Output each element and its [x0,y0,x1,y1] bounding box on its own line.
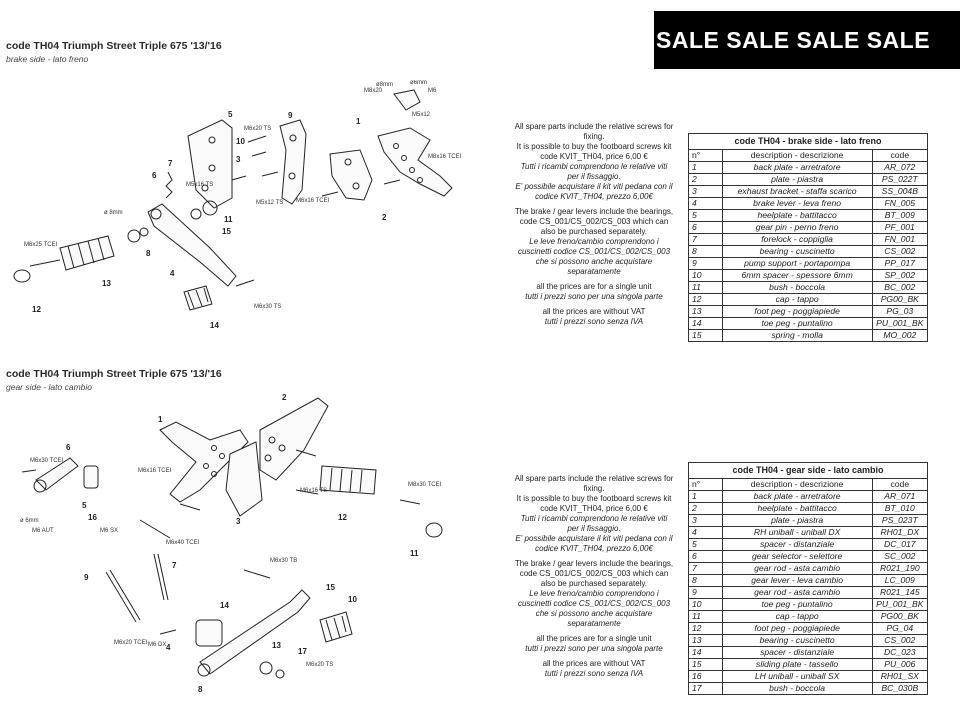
svg-text:M6x40 TCEI: M6x40 TCEI [166,540,200,546]
brake-notes [514,122,674,332]
svg-text:10: 10 [348,595,357,604]
svg-text:17: 17 [298,647,307,656]
note-vat-it: tutti i prezzi sono senza IVA [544,317,644,326]
note-bearings: The brake / gear levers include the bearings, code CS_001/CS_002/CS_003 which can also be purchased separately. [514,207,674,236]
part-number: 6 [689,222,723,234]
part-description: spring - molla [722,330,872,342]
part-description: cap - tappo [722,611,872,623]
part-code: MO_002 [872,330,927,342]
svg-text:1: 1 [158,415,163,424]
svg-text:6: 6 [152,171,157,180]
col-header-n: n° [689,479,723,491]
part-code: PU_006 [872,659,927,671]
note-bearings-it: Le leve freno/cambio comprendono i cuscinetti codice CS_001/CS_002/CS_003 che si possono anche acquistare separatamente [517,237,671,276]
col-header-code: code [872,479,927,491]
svg-text:M6x20 TCEI: M6x20 TCEI [114,640,148,646]
svg-text:M8x16 TCEI: M8x16 TCEI [428,154,462,160]
part-description: bush - boccola [722,683,872,695]
note-screws-it: Tutti i ricambi comprendono le relative viti per il fissaggio. [520,514,668,533]
part-description: spacer - distanziale [722,539,872,551]
svg-text:9: 9 [288,111,293,120]
part-code: R021_145 [872,587,927,599]
part-description: toe peg - puntalino [722,318,872,330]
svg-text:ø6mm: ø6mm [410,80,427,86]
part-description: plate - piastra [722,515,872,527]
svg-text:3: 3 [236,155,241,164]
svg-text:M8x20: M8x20 [364,88,383,94]
svg-text:M6x30 TCEI: M6x30 TCEI [30,458,64,464]
note-kit-it: E' possibile acquistare il kit viti pedana con il codice KVIT_TH04, prezzo 6,00€ [515,182,673,201]
table-row [689,539,928,551]
part-code: PS_022T [872,174,927,186]
table-row [689,563,928,575]
table-row [689,246,928,258]
part-description: exhaust bracket - staffa scarico [722,186,872,198]
table-row [689,234,928,246]
part-code: PF_001 [872,222,927,234]
part-code: R021_190 [872,563,927,575]
part-description: foot peg - poggiapiede [722,306,872,318]
part-number: 3 [689,186,723,198]
part-code: SS_004B [872,186,927,198]
part-number: 9 [689,587,723,599]
table-row [689,671,928,683]
col-header-desc: description - descrizione [722,150,872,162]
table-row [689,515,928,527]
note-kit: It is possible to buy the footboard screws kit code KVIT_TH04, price 6,00 € [516,494,672,513]
col-header-n: n° [689,150,723,162]
part-description: 6mm spacer - spessore 6mm [722,270,872,282]
gear-notes [514,474,674,684]
note-single-unit-it: tutti i prezzi sono per una singola parte [525,292,663,301]
svg-text:M6 SX: M6 SX [100,528,119,534]
part-number: 12 [689,623,723,635]
svg-text:M6x20 TS: M6x20 TS [244,126,272,132]
col-header-code: code [872,150,927,162]
brake-parts-table [688,133,928,342]
table-row [689,270,928,282]
part-code: FN_001 [872,234,927,246]
part-number: 8 [689,575,723,587]
svg-text:M6 DX: M6 DX [148,642,167,648]
table-row [689,306,928,318]
part-code: PU_001_BK [872,599,927,611]
part-code: LC_009 [872,575,927,587]
part-code: AR_072 [872,162,927,174]
table-row [689,611,928,623]
svg-text:ø 6mm: ø 6mm [20,518,39,524]
part-code: AR_071 [872,491,927,503]
svg-text:8: 8 [198,685,203,694]
part-number: 6 [689,551,723,563]
part-number: 16 [689,671,723,683]
svg-text:16: 16 [88,513,97,522]
part-description: bush - boccola [722,282,872,294]
part-number: 15 [689,330,723,342]
part-description: pump support - portapompa [722,258,872,270]
part-description: foot peg - poggiapiede [722,623,872,635]
svg-text:M6x16 TCEI: M6x16 TCEI [296,198,330,204]
part-description: heelplate - battitacco [722,210,872,222]
table-row [689,503,928,515]
part-description: toe peg - puntalino [722,599,872,611]
table-row [689,330,928,342]
part-description: LH uniball - uniball SX [722,671,872,683]
part-code: PS_023T [872,515,927,527]
svg-text:M6x16 TS: M6x16 TS [300,488,328,494]
table-row [689,647,928,659]
part-number: 5 [689,210,723,222]
part-code: FN_005 [872,198,927,210]
svg-text:M6 AUT: M6 AUT [32,528,54,534]
brake-section-subtitle: brake side - lato freno [6,54,89,64]
part-number: 5 [689,539,723,551]
svg-text:M8x30 TCEI: M8x30 TCEI [408,482,442,488]
part-description: bearing - cuscinetto [722,246,872,258]
table-row [689,162,928,174]
part-description: gear rod - asta cambio [722,587,872,599]
table-row [689,210,928,222]
part-code: PU_001_BK [872,318,927,330]
part-code: PG_04 [872,623,927,635]
part-number: 14 [689,318,723,330]
table-row [689,635,928,647]
table-row [689,318,928,330]
svg-text:3: 3 [236,517,241,526]
svg-text:M6x20 TS: M6x20 TS [306,662,334,668]
table-row [689,491,928,503]
part-number: 2 [689,174,723,186]
svg-text:13: 13 [272,641,281,650]
table-row [689,282,928,294]
svg-text:7: 7 [168,159,173,168]
part-code: DC_023 [872,647,927,659]
part-code: BC_030B [872,683,927,695]
part-number: 11 [689,611,723,623]
part-number: 1 [689,162,723,174]
part-code: BT_010 [872,503,927,515]
svg-text:5: 5 [228,110,233,119]
table-row [689,174,928,186]
gear-table-title: code TH04 - gear side - lato cambio [689,463,928,479]
part-code: CS_002 [872,246,927,258]
svg-text:15: 15 [326,583,335,592]
svg-text:4: 4 [170,269,175,278]
table-row [689,258,928,270]
svg-text:2: 2 [282,393,287,402]
part-description: sliding plate - tassello [722,659,872,671]
svg-text:11: 11 [410,549,419,558]
svg-text:8: 8 [146,249,151,258]
part-code: CS_002 [872,635,927,647]
part-number: 4 [689,198,723,210]
part-description: gear rod - asta cambio [722,563,872,575]
part-code: DC_017 [872,539,927,551]
part-description: brake lever - leva freno [722,198,872,210]
part-code: SP_002 [872,270,927,282]
part-description: bearing - cuscinetto [722,635,872,647]
part-code: BT_009 [872,210,927,222]
part-description: forelock - coppiglia [722,234,872,246]
table-row [689,575,928,587]
table-row [689,294,928,306]
table-row [689,599,928,611]
part-code: PG_03 [872,306,927,318]
part-description: RH uniball - uniball DX [722,527,872,539]
svg-text:1: 1 [356,117,361,126]
gear-side-exploded-diagram [0,390,480,700]
svg-text:2: 2 [382,213,387,222]
table-row [689,527,928,539]
svg-text:14: 14 [220,601,229,610]
table-row [689,659,928,671]
svg-text:9: 9 [84,573,89,582]
part-code: RH01_SX [872,671,927,683]
svg-text:M6x30 TS: M6x30 TS [254,304,282,310]
svg-text:ø 8mm: ø 8mm [104,210,123,216]
note-vat-it: tutti i prezzi sono senza IVA [544,669,644,678]
svg-text:12: 12 [32,305,41,314]
svg-text:14: 14 [210,321,219,330]
note-single-unit-it: tutti i prezzi sono per una singola parte [525,644,663,653]
part-number: 7 [689,563,723,575]
svg-text:11: 11 [224,215,233,224]
svg-text:13: 13 [102,279,111,288]
table-row [689,587,928,599]
part-code: SC_002 [872,551,927,563]
part-description: gear pin - perno freno [722,222,872,234]
part-number: 7 [689,234,723,246]
part-code: PG00_BK [872,611,927,623]
part-number: 2 [689,503,723,515]
table-row [689,198,928,210]
svg-text:12: 12 [338,513,347,522]
part-number: 1 [689,491,723,503]
part-description: heelplate - battitacco [722,503,872,515]
table-row [689,551,928,563]
table-row [689,623,928,635]
svg-text:M5x12 TS: M5x12 TS [256,200,284,206]
part-number: 9 [689,258,723,270]
brake-table-title: code TH04 - brake side - lato freno [689,134,928,150]
note-bearings-it: Le leve freno/cambio comprendono i cuscinetti codice CS_001/CS_002/CS_003 che si possono anche acquistare separatamente [517,589,671,628]
svg-text:M6: M6 [428,88,437,94]
note-bearings: The brake / gear levers include the bearings, code CS_001/CS_002/CS_003 which can also be purchased separately. [514,559,674,588]
part-number: 10 [689,599,723,611]
part-description: back plate - arretratore [722,491,872,503]
note-vat: all the prices are without VAT [542,659,646,668]
part-number: 15 [689,659,723,671]
part-description: plate - piastra [722,174,872,186]
svg-text:M5x16 TS: M5x16 TS [186,182,214,188]
note-screws-it: Tutti i ricambi comprendono le relative viti per il fissaggio. [520,162,668,181]
sale-banner: SALE SALE SALE SALE [654,11,960,69]
part-number: 13 [689,306,723,318]
svg-text:7: 7 [172,561,177,570]
part-number: 13 [689,635,723,647]
part-number: 11 [689,282,723,294]
part-number: 3 [689,515,723,527]
note-single-unit: all the prices are for a single unit [536,282,652,291]
gear-parts-table [688,462,928,695]
table-row [689,186,928,198]
part-number: 10 [689,270,723,282]
svg-text:M6x16 TCEI: M6x16 TCEI [138,468,172,474]
svg-text:M6x30 TB: M6x30 TB [270,558,298,564]
part-number: 17 [689,683,723,695]
svg-text:10: 10 [236,137,245,146]
svg-text:15: 15 [222,227,231,236]
gear-section-subtitle: gear side - lato cambio [6,382,92,392]
part-code: RH01_DX [872,527,927,539]
part-number: 4 [689,527,723,539]
part-code: BC_002 [872,282,927,294]
part-description: spacer - distanziale [722,647,872,659]
part-code: PP_017 [872,258,927,270]
svg-text:6: 6 [66,443,71,452]
note-single-unit: all the prices are for a single unit [536,634,652,643]
svg-text:4: 4 [166,643,171,652]
note-vat: all the prices are without VAT [542,307,646,316]
svg-text:5: 5 [82,501,87,510]
col-header-desc: description - descrizione [722,479,872,491]
gear-section-title: code TH04 Triumph Street Triple 675 '13/'16 [6,368,222,380]
svg-text:ø8mm: ø8mm [376,82,393,88]
table-row [689,222,928,234]
part-description: cap - tappo [722,294,872,306]
part-number: 12 [689,294,723,306]
part-code: PG00_BK [872,294,927,306]
part-number: 14 [689,647,723,659]
note-screws: All spare parts include the relative screws for fixing. [514,474,674,493]
table-row [689,683,928,695]
part-description: gear lever - leva cambio [722,575,872,587]
brake-side-exploded-diagram [0,80,480,350]
part-description: back plate - arretratore [722,162,872,174]
part-description: gear selector - selettore [722,551,872,563]
note-kit-it: E' possibile acquistare il kit viti pedana con il codice KVIT_TH04, prezzo 6,00€ [515,534,673,553]
note-screws: All spare parts include the relative screws for fixing. [514,122,674,141]
note-kit: It is possible to buy the footboard screws kit code KVIT_TH04, price 6,00 € [516,142,672,161]
svg-text:M5x12: M5x12 [412,112,431,118]
svg-text:M6x25 TCEI: M6x25 TCEI [24,242,58,248]
brake-section-title: code TH04 Triumph Street Triple 675 '13/'16 [6,40,222,52]
part-number: 8 [689,246,723,258]
